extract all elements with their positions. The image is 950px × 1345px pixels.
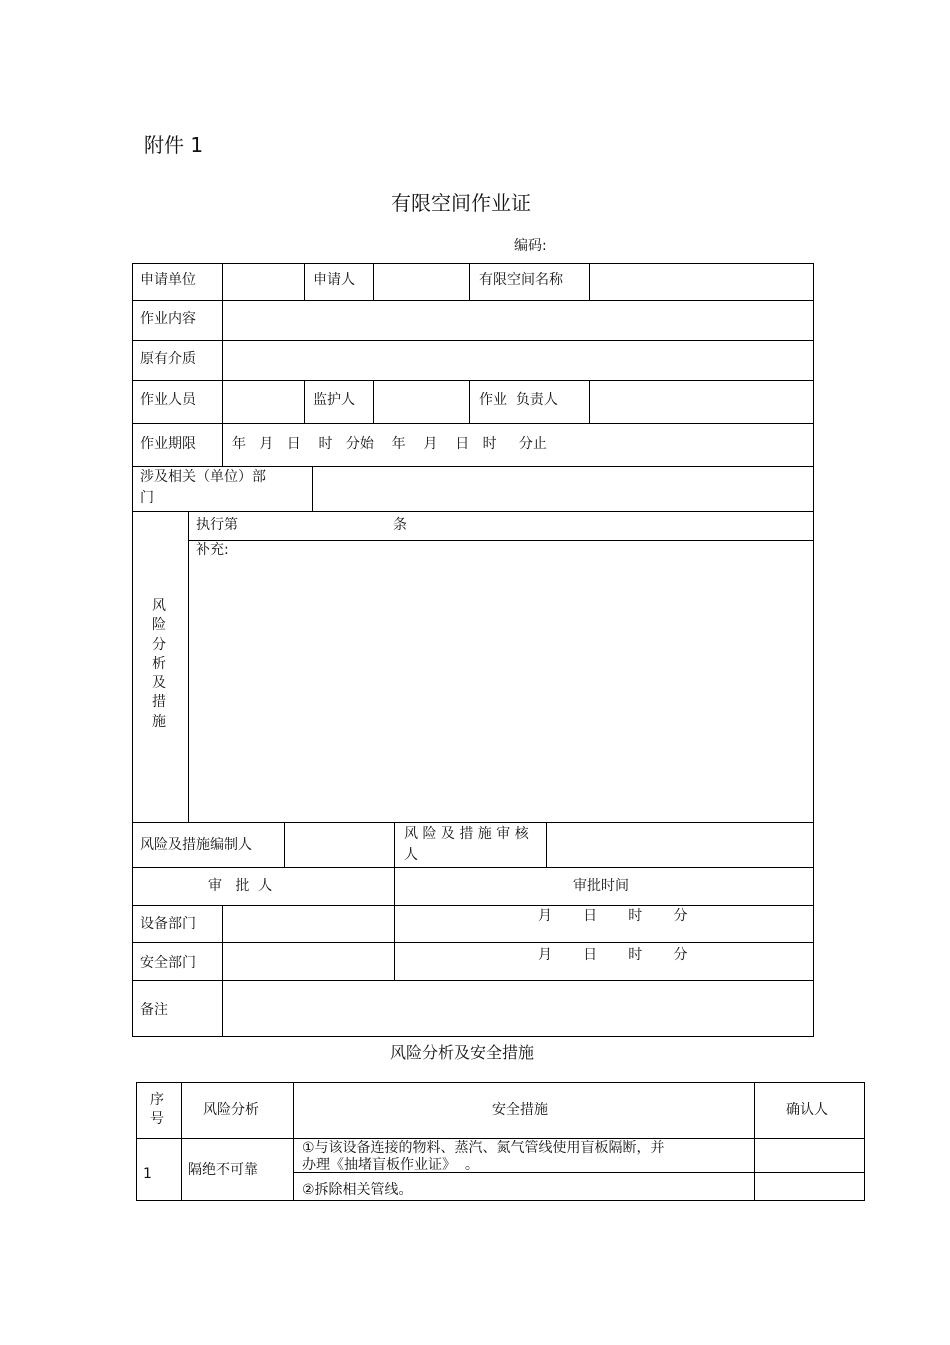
safety-dept-field[interactable] xyxy=(223,943,394,980)
attachment-label: 附件 1 xyxy=(144,133,204,157)
applicant-label: 申请人 xyxy=(313,272,355,288)
guardian-label: 监护人 xyxy=(313,392,355,408)
equipment-dept-field[interactable] xyxy=(223,906,394,942)
related-dept-label-line2: 门 xyxy=(140,490,154,506)
seq-header-line1: 序 xyxy=(150,1092,164,1108)
execute-item-field[interactable] xyxy=(245,514,385,538)
remarks-field[interactable] xyxy=(223,981,813,1036)
original-medium-label: 原有介质 xyxy=(140,351,196,367)
row-analysis: 隔绝不可靠 xyxy=(188,1162,258,1178)
reviewer-label-line1: 风 险 及 措 施 审 核 xyxy=(404,826,529,842)
reviewer-field[interactable] xyxy=(547,823,813,867)
remarks-label: 备注 xyxy=(140,1002,168,1018)
workers-field[interactable] xyxy=(223,381,304,423)
safety-time-field[interactable]: 月 日 时 分 xyxy=(538,947,688,963)
measures-header: 安全措施 xyxy=(492,1102,548,1118)
apply-unit-field[interactable] xyxy=(223,264,304,300)
risk-table-title: 风险分析及安全措施 xyxy=(390,1043,535,1062)
related-dept-label-line1: 涉及相关（单位）部 xyxy=(140,469,266,485)
execute-label: 执行第 xyxy=(196,517,238,533)
compiler-field[interactable] xyxy=(285,823,394,867)
confirm-field-1[interactable] xyxy=(755,1139,864,1172)
row-measure-1-line1: ①与该设备连接的物料、蒸汽、氮气管线使用盲板隔断，并 xyxy=(302,1140,665,1156)
equipment-dept-label: 设备部门 xyxy=(140,916,196,932)
risk-measures-label: 风 险 分 析 及 措 施 xyxy=(152,598,166,730)
space-name-label: 有限空间名称 xyxy=(479,272,563,288)
confirm-header: 确认人 xyxy=(786,1102,828,1118)
execute-suffix: 条 xyxy=(393,517,407,533)
supplement-field[interactable] xyxy=(190,560,810,818)
work-leader-label: 作业 负责人 xyxy=(479,392,558,408)
code-label: 编码: xyxy=(514,238,547,254)
seq-header-line2: 号 xyxy=(150,1111,164,1127)
row-seq: 1 xyxy=(143,1166,152,1182)
supplement-label: 补充: xyxy=(196,542,229,558)
work-leader-field[interactable] xyxy=(590,381,813,423)
compiler-label: 风险及措施编制人 xyxy=(140,837,252,853)
original-medium-field[interactable] xyxy=(223,341,813,380)
analysis-header: 风险分析 xyxy=(203,1102,259,1118)
row-measure-2: ②拆除相关管线。 xyxy=(302,1182,413,1198)
approver-header: 审 批 人 xyxy=(208,878,273,894)
approve-time-header: 审批时间 xyxy=(573,878,629,894)
related-dept-field[interactable] xyxy=(313,467,813,511)
work-content-label: 作业内容 xyxy=(140,311,196,327)
reviewer-label-line2: 人 xyxy=(404,847,418,863)
space-name-field[interactable] xyxy=(590,264,813,300)
equipment-time-field[interactable]: 月 日 时 分 xyxy=(538,908,688,924)
work-period-label: 作业期限 xyxy=(140,436,196,452)
confirm-field-2[interactable] xyxy=(755,1173,864,1200)
apply-unit-label: 申请单位 xyxy=(140,272,196,288)
guardian-field[interactable] xyxy=(374,381,469,423)
applicant-field[interactable] xyxy=(374,264,469,300)
workers-label: 作业人员 xyxy=(140,392,196,408)
page-title: 有限空间作业证 xyxy=(391,191,531,215)
work-content-field[interactable] xyxy=(223,301,813,340)
safety-dept-label: 安全部门 xyxy=(140,955,196,971)
row-measure-1-line2: 办理《抽堵盲板作业证》 。 xyxy=(302,1157,479,1173)
work-period-field[interactable]: 年 月 日 时 分始 年 月 日 时 分止 xyxy=(232,436,547,452)
